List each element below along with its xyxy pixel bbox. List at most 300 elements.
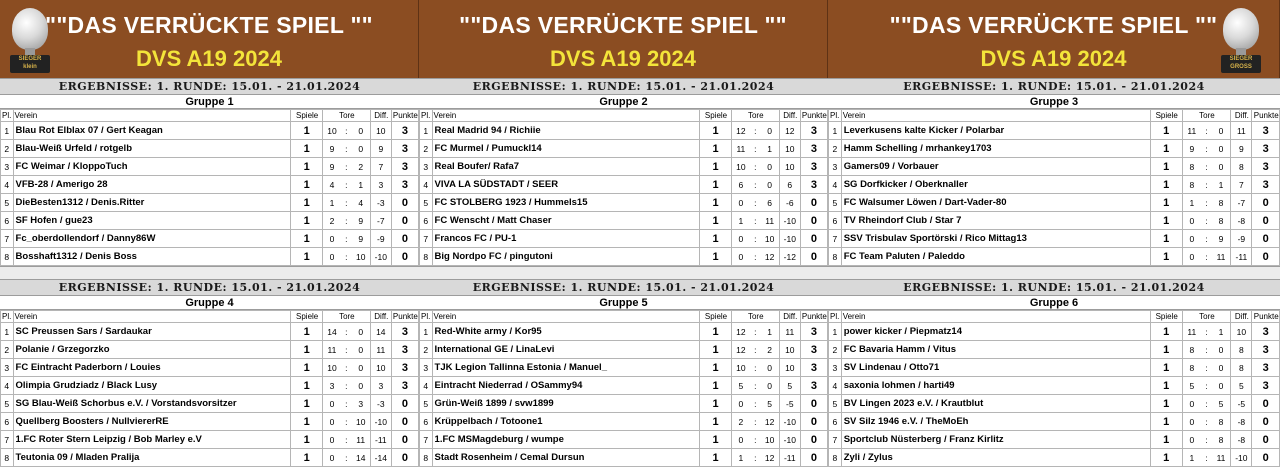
- rank-cell: 7: [1, 431, 14, 449]
- table-row: [1, 377, 419, 395]
- rank-cell: 5: [420, 395, 433, 413]
- goals-against-cell: 1: [760, 140, 779, 158]
- header-diff: Diff.: [779, 110, 800, 122]
- diff-cell: 3: [370, 377, 391, 395]
- header-pl: Pl.: [421, 111, 431, 120]
- diff-cell: -11: [1231, 248, 1252, 266]
- goals-for-cell: 0: [322, 413, 341, 431]
- banner-title: ""DAS VERRÜCKTE SPIEL "": [459, 12, 787, 38]
- banner-subtitle: DVS A19 2024: [136, 46, 282, 71]
- games-cell: 1: [1150, 212, 1182, 230]
- table-header: [420, 311, 828, 323]
- games-cell: 1: [291, 176, 322, 194]
- rank-cell: 7: [420, 230, 433, 248]
- header-spiele: Spiele: [700, 311, 731, 323]
- rank-cell: 2: [1, 341, 14, 359]
- table-row: [420, 230, 828, 248]
- diff-cell: 12: [779, 122, 800, 140]
- games-cell: 1: [1150, 158, 1182, 176]
- goals-colon: :: [750, 212, 760, 230]
- games-cell: 1: [291, 194, 322, 212]
- goals-against-cell: 3: [352, 395, 371, 413]
- diff-cell: -10: [779, 212, 800, 230]
- diff-cell: 6: [779, 176, 800, 194]
- team-cell: Krüppelbach / Totoone1: [432, 413, 700, 431]
- goals-against-cell: 0: [760, 158, 779, 176]
- diff-cell: -11: [370, 431, 391, 449]
- team-cell: SG Dorfkicker / Oberknaller: [841, 176, 1150, 194]
- goals-for-cell: 11: [322, 341, 341, 359]
- goals-for-cell: 12: [731, 122, 750, 140]
- group-title: Gruppe 1: [0, 95, 419, 109]
- goals-colon: :: [750, 140, 760, 158]
- header-verein: Verein: [432, 311, 700, 323]
- table-row: [420, 212, 828, 230]
- goals-against-cell: 8: [1212, 431, 1231, 449]
- games-cell: 1: [700, 413, 731, 431]
- header-tore: Tore: [1182, 110, 1231, 122]
- points-cell: 3: [800, 377, 827, 395]
- rank-cell: 2: [1, 140, 14, 158]
- games-cell: 1: [291, 230, 322, 248]
- diff-cell: 10: [370, 359, 391, 377]
- goals-against-cell: 1: [760, 323, 779, 341]
- games-cell: 1: [1150, 395, 1182, 413]
- goals-for-cell: 0: [731, 248, 750, 266]
- points-cell: 3: [391, 377, 418, 395]
- points-cell: 0: [391, 413, 418, 431]
- goals-against-cell: 0: [1212, 122, 1231, 140]
- section-gap: [0, 266, 419, 279]
- banner-title: ""DAS VERRÜCKTE SPIEL "": [889, 12, 1218, 38]
- title-banner: [419, 0, 828, 78]
- diff-cell: -14: [370, 449, 391, 467]
- team-cell: Blau Rot Elblax 07 / Gert Keagan: [13, 122, 291, 140]
- rank-cell: 1: [1, 122, 14, 140]
- points-cell: 0: [800, 413, 827, 431]
- points-cell: 3: [391, 323, 418, 341]
- points-cell: 3: [800, 176, 827, 194]
- goals-against-cell: 0: [352, 359, 371, 377]
- goals-against-cell: 0: [1212, 140, 1231, 158]
- table-row: [420, 158, 828, 176]
- table-row: [1, 395, 419, 413]
- team-cell: Real Madrid 94 / Richiie: [432, 122, 700, 140]
- header-spiele: Spiele: [291, 311, 322, 323]
- team-cell: FC STOLBERG 1923 / Hummels15: [432, 194, 700, 212]
- goals-colon: :: [1201, 194, 1212, 212]
- table-row: [1, 431, 419, 449]
- goals-for-cell: 0: [322, 431, 341, 449]
- group-title: Gruppe 2: [419, 95, 828, 109]
- goals-colon: :: [341, 431, 351, 449]
- goals-for-cell: 1: [322, 194, 341, 212]
- round-label: ERGEBNISSE: 1. RUNDE: 15.01. - 21.01.2024: [419, 279, 828, 296]
- goals-for-cell: 8: [1182, 176, 1201, 194]
- games-cell: 1: [291, 140, 322, 158]
- goals-colon: :: [750, 431, 760, 449]
- standings-table: [828, 310, 1280, 467]
- group-block: [0, 279, 419, 467]
- team-cell: Olimpia Grudziadz / Black Lusy: [13, 377, 291, 395]
- team-cell: Hamm Schelling / mrhankey1703: [841, 140, 1150, 158]
- goals-colon: :: [341, 194, 351, 212]
- goals-for-cell: 5: [1182, 377, 1201, 395]
- goals-for-cell: 10: [322, 359, 341, 377]
- header-punkte: Punkte: [1253, 111, 1279, 120]
- rank-cell: 5: [829, 395, 842, 413]
- table-row: [829, 395, 1280, 413]
- standings-table: [0, 310, 419, 467]
- diff-cell: -12: [779, 248, 800, 266]
- points-cell: 3: [391, 359, 418, 377]
- points-cell: 3: [1252, 341, 1280, 359]
- rank-cell: 3: [829, 158, 842, 176]
- table-row: [420, 176, 828, 194]
- goals-colon: :: [1201, 377, 1212, 395]
- header-spiele: Spiele: [1150, 110, 1182, 122]
- goals-for-cell: 1: [1182, 194, 1201, 212]
- goals-for-cell: 10: [322, 122, 341, 140]
- goals-for-cell: 11: [731, 140, 750, 158]
- games-cell: 1: [1150, 122, 1182, 140]
- goals-against-cell: 0: [760, 359, 779, 377]
- goals-colon: :: [750, 194, 760, 212]
- table-row: [1, 449, 419, 467]
- table-row: [829, 140, 1280, 158]
- team-cell: 1.FC MSMagdeburg / wumpe: [432, 431, 700, 449]
- games-cell: 1: [700, 377, 731, 395]
- team-cell: TJK Legion Tallinna Estonia / Manuel_: [432, 359, 700, 377]
- goals-against-cell: 0: [760, 176, 779, 194]
- rank-cell: 2: [420, 140, 433, 158]
- diff-cell: -6: [779, 194, 800, 212]
- rank-cell: 8: [1, 449, 14, 467]
- team-cell: Polanie / Grzegorzko: [13, 341, 291, 359]
- column-middle: [419, 0, 828, 467]
- rank-cell: 6: [1, 212, 14, 230]
- table-row: [420, 323, 828, 341]
- diff-cell: 8: [1231, 359, 1252, 377]
- diff-cell: 9: [370, 140, 391, 158]
- header-verein: Verein: [841, 110, 1150, 122]
- goals-against-cell: 5: [1212, 395, 1231, 413]
- rank-cell: 7: [829, 230, 842, 248]
- table-row: [1, 176, 419, 194]
- goals-colon: :: [341, 140, 351, 158]
- goals-against-cell: 10: [760, 431, 779, 449]
- table-row: [829, 323, 1280, 341]
- goals-against-cell: 11: [1212, 248, 1231, 266]
- table-row: [829, 341, 1280, 359]
- rank-cell: 7: [829, 431, 842, 449]
- goals-against-cell: 0: [1212, 377, 1231, 395]
- table-row: [829, 413, 1280, 431]
- rank-cell: 1: [1, 323, 14, 341]
- diff-cell: -10: [1231, 449, 1252, 467]
- group-block: [419, 279, 828, 467]
- rank-cell: 4: [1, 176, 14, 194]
- rank-cell: 8: [1, 248, 14, 266]
- goals-against-cell: 9: [352, 212, 371, 230]
- goals-against-cell: 1: [1212, 176, 1231, 194]
- diff-cell: 3: [370, 176, 391, 194]
- diff-cell: -5: [1231, 395, 1252, 413]
- standings-table: [828, 109, 1280, 266]
- goals-against-cell: 9: [352, 230, 371, 248]
- goals-for-cell: 12: [731, 323, 750, 341]
- diff-cell: -10: [779, 431, 800, 449]
- points-cell: 0: [391, 230, 418, 248]
- rank-cell: 3: [1, 359, 14, 377]
- games-cell: 1: [291, 449, 322, 467]
- goals-colon: :: [341, 212, 351, 230]
- goals-colon: :: [1201, 248, 1212, 266]
- games-cell: 1: [1150, 413, 1182, 431]
- diff-cell: 10: [779, 140, 800, 158]
- goals-against-cell: 0: [352, 323, 371, 341]
- goals-for-cell: 4: [322, 176, 341, 194]
- header-punkte: Punkte: [801, 312, 827, 321]
- section-gap: [419, 266, 828, 279]
- games-cell: 1: [1150, 140, 1182, 158]
- table-row: [420, 377, 828, 395]
- games-cell: 1: [700, 158, 731, 176]
- column-left: [0, 0, 419, 467]
- team-cell: FC Weimar / KloppoTuch: [13, 158, 291, 176]
- goals-against-cell: 0: [760, 377, 779, 395]
- points-cell: 3: [391, 341, 418, 359]
- group-title: Gruppe 3: [828, 95, 1280, 109]
- table-row: [829, 176, 1280, 194]
- points-cell: 3: [1252, 359, 1280, 377]
- diff-cell: -11: [779, 449, 800, 467]
- team-cell: Gamers09 / Vorbauer: [841, 158, 1150, 176]
- team-cell: Blau-Weiß Urfeld / rotgelb: [13, 140, 291, 158]
- games-cell: 1: [1150, 323, 1182, 341]
- goals-colon: :: [1201, 212, 1212, 230]
- rank-cell: 3: [829, 359, 842, 377]
- goals-colon: :: [341, 413, 351, 431]
- goals-colon: :: [750, 230, 760, 248]
- goals-colon: :: [341, 449, 351, 467]
- points-cell: 0: [1252, 413, 1280, 431]
- round-label: ERGEBNISSE: 1. RUNDE: 15.01. - 21.01.2024: [419, 78, 828, 95]
- games-cell: 1: [1150, 341, 1182, 359]
- goals-for-cell: 14: [322, 323, 341, 341]
- group-block: [0, 78, 419, 266]
- goals-for-cell: 8: [1182, 341, 1201, 359]
- team-cell: Stadt Rosenheim / Cemal Dursun: [432, 449, 700, 467]
- table-row: [420, 431, 828, 449]
- games-cell: 1: [1150, 176, 1182, 194]
- team-cell: SSV Trisbulav Sportörski / Rico Mittag13: [841, 230, 1150, 248]
- header-tore: Tore: [1182, 311, 1231, 323]
- header-spiele: Spiele: [1150, 311, 1182, 323]
- goals-for-cell: 2: [731, 413, 750, 431]
- goals-against-cell: 1: [1212, 323, 1231, 341]
- team-cell: Eintracht Niederrad / OSammy94: [432, 377, 700, 395]
- games-cell: 1: [291, 413, 322, 431]
- team-cell: SC Preussen Sars / Sardaukar: [13, 323, 291, 341]
- points-cell: 0: [800, 449, 827, 467]
- rank-cell: 4: [420, 176, 433, 194]
- points-cell: 3: [800, 341, 827, 359]
- diff-cell: 8: [1231, 158, 1252, 176]
- diff-cell: -9: [370, 230, 391, 248]
- table-row: [1, 158, 419, 176]
- table-row: [1, 194, 419, 212]
- goals-against-cell: 0: [760, 122, 779, 140]
- rank-cell: 7: [1, 230, 14, 248]
- header-pl: Pl.: [830, 111, 840, 120]
- goals-colon: :: [750, 248, 760, 266]
- team-cell: Real Boufer/ Rafa7: [432, 158, 700, 176]
- standings-table: [419, 310, 828, 467]
- diff-cell: 11: [370, 341, 391, 359]
- table-row: [1, 230, 419, 248]
- rank-cell: 3: [420, 158, 433, 176]
- diff-cell: 10: [779, 158, 800, 176]
- goals-colon: :: [750, 176, 760, 194]
- goals-colon: :: [1201, 341, 1212, 359]
- points-cell: 0: [1252, 449, 1280, 467]
- goals-against-cell: 0: [352, 377, 371, 395]
- goals-colon: :: [750, 395, 760, 413]
- points-cell: 0: [800, 194, 827, 212]
- goals-for-cell: 0: [1182, 431, 1201, 449]
- games-cell: 1: [700, 212, 731, 230]
- goals-against-cell: 0: [352, 122, 371, 140]
- diff-cell: -7: [1231, 194, 1252, 212]
- header-diff: Diff.: [370, 110, 391, 122]
- team-cell: Red-White army / Kor95: [432, 323, 700, 341]
- diff-cell: 11: [1231, 122, 1252, 140]
- diff-cell: -7: [370, 212, 391, 230]
- goals-for-cell: 0: [1182, 230, 1201, 248]
- points-cell: 3: [1252, 323, 1280, 341]
- rank-cell: 6: [420, 212, 433, 230]
- header-diff: Diff.: [370, 311, 391, 323]
- goals-colon: :: [750, 413, 760, 431]
- goals-colon: :: [1201, 230, 1212, 248]
- diff-cell: 10: [779, 359, 800, 377]
- games-cell: 1: [291, 359, 322, 377]
- table-row: [1, 140, 419, 158]
- group-block: [828, 78, 1280, 266]
- diff-cell: 5: [1231, 377, 1252, 395]
- table-row: [829, 449, 1280, 467]
- team-cell: SV Silz 1946 e.V. / TheMoEh: [841, 413, 1150, 431]
- header-diff: Diff.: [779, 311, 800, 323]
- rank-cell: 3: [1, 158, 14, 176]
- section-gap: [828, 266, 1280, 279]
- header-verein: Verein: [841, 311, 1150, 323]
- goals-for-cell: 0: [731, 395, 750, 413]
- banner-title: ""DAS VERRÜCKTE SPIEL "": [45, 12, 373, 38]
- rank-cell: 6: [829, 413, 842, 431]
- table-row: [420, 395, 828, 413]
- team-cell: Grün-Weiß 1899 / svw1899: [432, 395, 700, 413]
- points-cell: 3: [391, 176, 418, 194]
- diff-cell: 10: [1231, 323, 1252, 341]
- points-cell: 0: [1252, 431, 1280, 449]
- goals-against-cell: 11: [1212, 449, 1231, 467]
- diff-cell: -10: [370, 248, 391, 266]
- team-cell: SG Blau-Weiß Schorbus e.V. / Vorstandsvorsitzer: [13, 395, 291, 413]
- standings-table: [0, 109, 419, 266]
- games-cell: 1: [291, 377, 322, 395]
- group-title: Gruppe 6: [828, 296, 1280, 310]
- goals-for-cell: 12: [731, 341, 750, 359]
- games-cell: 1: [1150, 248, 1182, 266]
- rank-cell: 2: [420, 341, 433, 359]
- rank-cell: 6: [1, 413, 14, 431]
- goals-for-cell: 0: [1182, 413, 1201, 431]
- table-row: [829, 230, 1280, 248]
- team-cell: power kicker / Piepmatz14: [841, 323, 1150, 341]
- table-row: [420, 413, 828, 431]
- table-row: [420, 194, 828, 212]
- goals-for-cell: 0: [322, 248, 341, 266]
- goals-colon: :: [341, 341, 351, 359]
- team-cell: FC Wenscht / Matt Chaser: [432, 212, 700, 230]
- goals-against-cell: 4: [352, 194, 371, 212]
- table-row: [1, 323, 419, 341]
- team-cell: FC Murmel / Pumuckl14: [432, 140, 700, 158]
- team-cell: Fc_oberdollendorf / Danny86W: [13, 230, 291, 248]
- diff-cell: -5: [779, 395, 800, 413]
- goals-against-cell: 12: [760, 449, 779, 467]
- diff-cell: 10: [370, 122, 391, 140]
- round-label: ERGEBNISSE: 1. RUNDE: 15.01. - 21.01.2024: [0, 279, 419, 296]
- team-cell: Big Nordpo FC / pingutoni: [432, 248, 700, 266]
- trophy-icon: SIEGER klein: [8, 8, 52, 74]
- games-cell: 1: [291, 341, 322, 359]
- diff-cell: -10: [779, 413, 800, 431]
- games-cell: 1: [291, 212, 322, 230]
- points-cell: 0: [800, 248, 827, 266]
- diff-cell: 9: [1231, 140, 1252, 158]
- goals-colon: :: [341, 377, 351, 395]
- diff-cell: 7: [1231, 176, 1252, 194]
- goals-colon: :: [750, 122, 760, 140]
- team-cell: FC Team Paluten / Paleddo: [841, 248, 1150, 266]
- goals-against-cell: 11: [352, 431, 371, 449]
- header-tore: Tore: [322, 110, 370, 122]
- table-row: [829, 431, 1280, 449]
- points-cell: 3: [800, 323, 827, 341]
- goals-against-cell: 11: [760, 212, 779, 230]
- team-cell: International GE / LinaLevi: [432, 341, 700, 359]
- goals-against-cell: 8: [1212, 413, 1231, 431]
- games-cell: 1: [1150, 431, 1182, 449]
- table-row: [1, 248, 419, 266]
- diff-cell: -10: [779, 230, 800, 248]
- goals-colon: :: [750, 341, 760, 359]
- points-cell: 3: [391, 158, 418, 176]
- goals-for-cell: 6: [731, 176, 750, 194]
- standings-table: [419, 109, 828, 266]
- team-cell: Quellberg Boosters / NullviererRE: [13, 413, 291, 431]
- round-label: ERGEBNISSE: 1. RUNDE: 15.01. - 21.01.2024: [0, 78, 419, 95]
- header-punkte: Punkte: [392, 312, 418, 321]
- header-tore: Tore: [322, 311, 370, 323]
- team-cell: Leverkusens kalte Kicker / Polarbar: [841, 122, 1150, 140]
- goals-against-cell: 1: [352, 176, 371, 194]
- goals-against-cell: 9: [1212, 230, 1231, 248]
- goals-colon: :: [750, 377, 760, 395]
